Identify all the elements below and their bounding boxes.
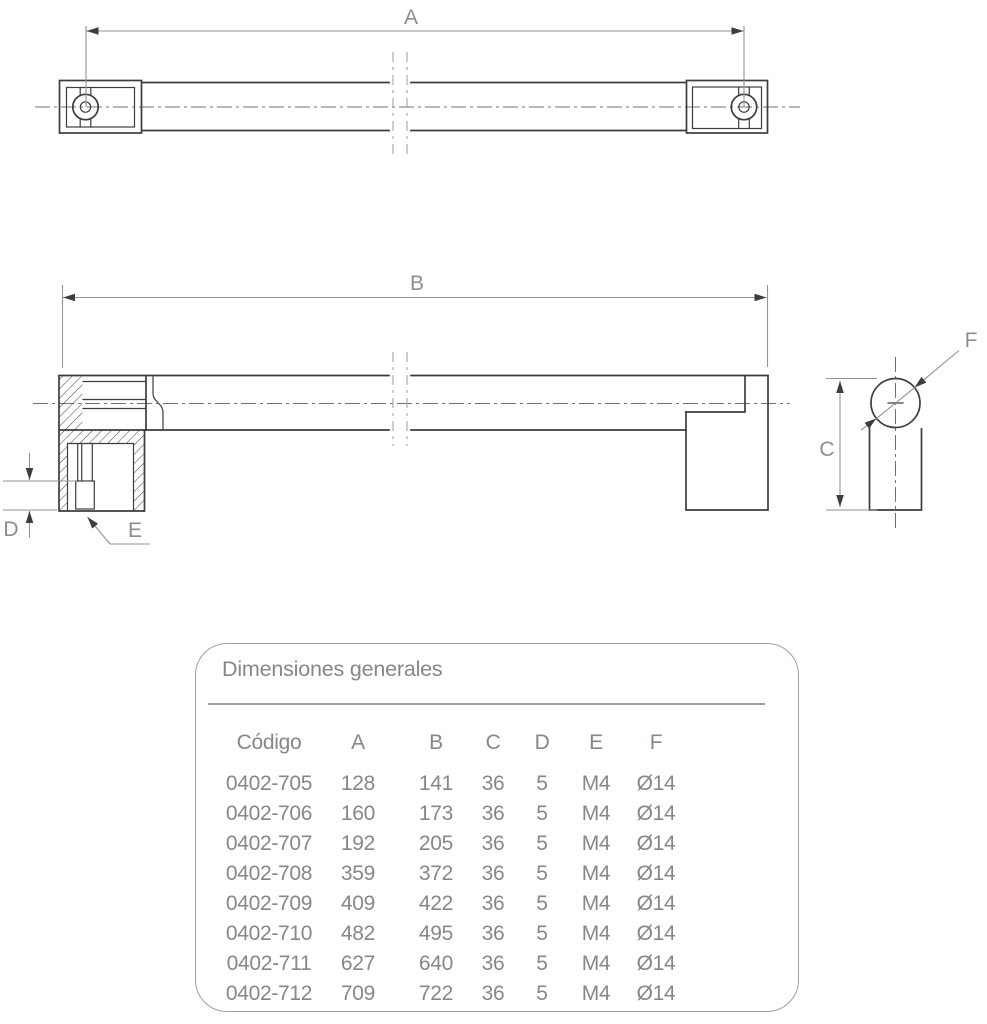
table-cell: M4 xyxy=(581,922,611,945)
left-foot-section xyxy=(59,376,145,511)
right-leg-front xyxy=(686,376,768,510)
table-cell: M4 xyxy=(581,832,611,855)
table-cell: 205 xyxy=(418,832,454,855)
table-row xyxy=(196,859,798,889)
label-b: B xyxy=(409,272,425,295)
table-cell: Ø14 xyxy=(636,922,676,945)
table-row xyxy=(196,829,798,859)
table-cell: 36 xyxy=(481,922,505,945)
table-cell: 36 xyxy=(481,832,505,855)
label-c: C xyxy=(819,438,835,461)
front-section-view xyxy=(3,272,790,544)
label-e: E xyxy=(127,519,143,542)
table-cell: 372 xyxy=(418,862,454,885)
table-cell: 709 xyxy=(340,982,376,1005)
table-cell: Ø14 xyxy=(636,982,676,1005)
table-cell: 495 xyxy=(418,922,454,945)
table-cell: 173 xyxy=(418,802,454,825)
table-row xyxy=(196,769,798,799)
table-cell: 128 xyxy=(340,772,376,795)
table-header-cell: A xyxy=(351,731,365,754)
dimension-f xyxy=(861,329,977,430)
table-cell: M4 xyxy=(581,982,611,1005)
table-cell: 5 xyxy=(536,772,548,795)
hatch-right-wall xyxy=(134,444,145,511)
table-cell: 36 xyxy=(481,982,505,1005)
table-cell: 5 xyxy=(536,952,548,975)
table-row xyxy=(196,919,798,949)
table-cell: 141 xyxy=(418,772,454,795)
table-cell: 5 xyxy=(536,802,548,825)
table-body xyxy=(196,769,798,1009)
top-view-break-lines xyxy=(393,52,407,158)
table-cell: 0402-710 xyxy=(225,922,313,945)
table-cell: 482 xyxy=(340,922,376,945)
label-d: D xyxy=(3,518,19,541)
table-cell: M4 xyxy=(581,892,611,915)
table-cell: 36 xyxy=(481,892,505,915)
table-cell: 0402-706 xyxy=(225,802,313,825)
table-header-cell: F xyxy=(649,731,663,754)
label-a: A xyxy=(403,6,419,29)
bar-outline-front xyxy=(59,376,768,431)
table-header-cell: B xyxy=(429,731,443,754)
table-cell: M4 xyxy=(581,862,611,885)
table-cell: 36 xyxy=(481,772,505,795)
table-row xyxy=(196,889,798,919)
table-cell: 36 xyxy=(481,862,505,885)
table-cell: Ø14 xyxy=(636,832,676,855)
table-cell: 5 xyxy=(536,982,548,1005)
table-title: Dimensiones generales xyxy=(222,657,443,681)
dimension-b xyxy=(63,272,768,368)
dimension-c xyxy=(819,379,877,511)
table-cell: 160 xyxy=(340,802,376,825)
table-cell: 359 xyxy=(340,862,376,885)
table-cell: 192 xyxy=(340,832,376,855)
table-row xyxy=(196,949,798,979)
table-cell: 5 xyxy=(536,892,548,915)
table-cell: Ø14 xyxy=(636,802,676,825)
table-separator xyxy=(208,703,765,705)
hatch-wall xyxy=(60,377,83,431)
table-cell: 0402-712 xyxy=(225,982,313,1005)
table-cell: 36 xyxy=(481,802,505,825)
table-header-cell: D xyxy=(534,731,550,754)
table-cell: M4 xyxy=(581,952,611,975)
label-f: F xyxy=(964,329,978,352)
table-cell: 422 xyxy=(418,892,454,915)
table-cell: 0402-708 xyxy=(225,862,313,885)
dimension-a xyxy=(86,6,744,107)
table-row xyxy=(196,979,798,1009)
table-cell: M4 xyxy=(581,772,611,795)
table-cell: Ø14 xyxy=(636,892,676,915)
table-cell: 409 xyxy=(340,892,376,915)
top-view xyxy=(35,6,800,158)
front-view-break-lines xyxy=(393,352,407,446)
hatch-seat xyxy=(60,430,145,444)
table-header-cell: Código xyxy=(236,731,302,754)
table-header-cell: C xyxy=(485,731,501,754)
dimensions-panel xyxy=(195,643,799,1012)
table-row xyxy=(196,799,798,829)
table-header-cell: E xyxy=(589,731,603,754)
table-cell: Ø14 xyxy=(636,862,676,885)
table-cell: Ø14 xyxy=(636,952,676,975)
set-screw xyxy=(76,444,95,510)
table-cell: 5 xyxy=(536,832,548,855)
table-cell: 0402-705 xyxy=(225,772,313,795)
left-cap-internals xyxy=(83,382,146,409)
hatch-left-wall xyxy=(60,444,68,511)
table-cell: 5 xyxy=(536,922,548,945)
leader-e xyxy=(88,517,151,544)
table-cell: 0402-709 xyxy=(225,892,313,915)
table-cell: 5 xyxy=(536,862,548,885)
table-cell: 36 xyxy=(481,952,505,975)
table-cell: M4 xyxy=(581,802,611,825)
table-cell: Ø14 xyxy=(636,772,676,795)
table-cell: 722 xyxy=(418,982,454,1005)
table-cell: 627 xyxy=(340,952,376,975)
table-header-row xyxy=(196,728,823,758)
table-cell: 640 xyxy=(418,952,454,975)
table-cell: 0402-707 xyxy=(225,832,313,855)
side-view xyxy=(819,329,977,532)
table-cell: 0402-711 xyxy=(226,952,312,975)
tube-insert-curve xyxy=(153,377,163,429)
